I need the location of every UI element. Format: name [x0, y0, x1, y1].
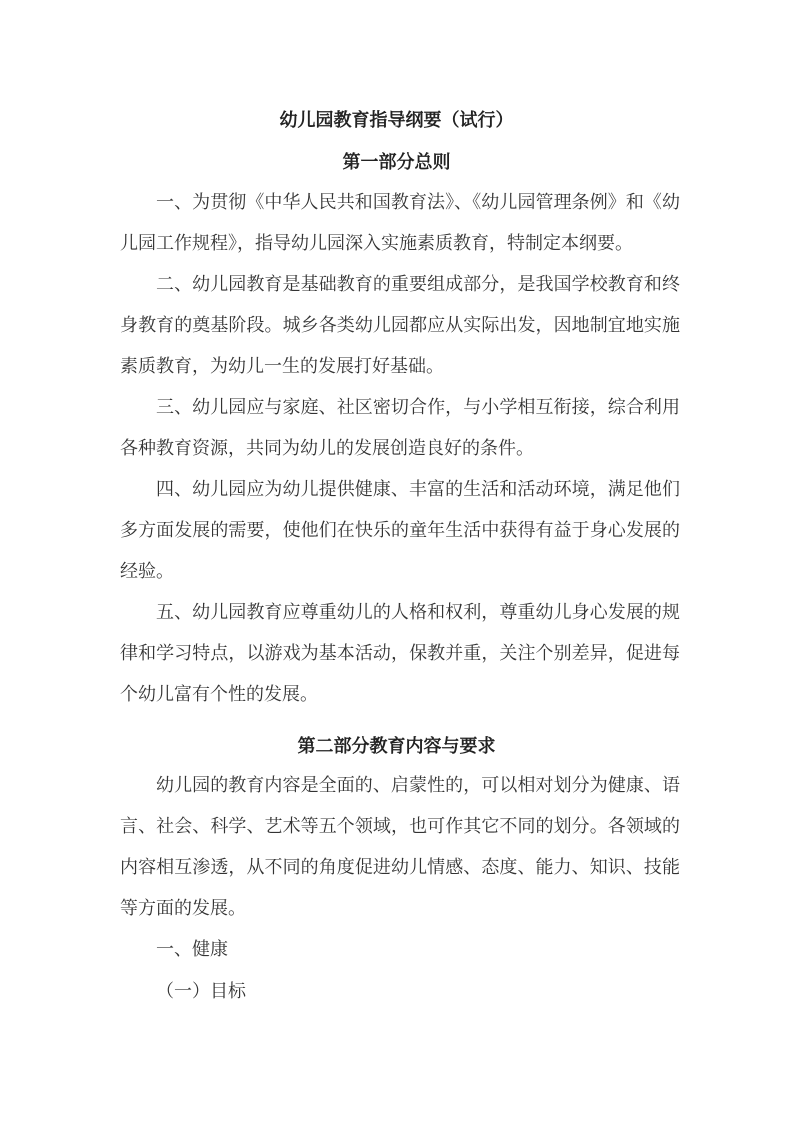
part-one-heading: 第一部分总则	[342, 152, 451, 173]
document-title: 幼儿园教育指导纲要（试行）	[279, 110, 514, 131]
paragraph-article-4: 四、幼儿园应为幼儿提供健康、丰富的生活和活动环境，满足他们多方面发展的需要，使他们在快乐的童年生活中获得有益于身心发展的经验。	[120, 479, 680, 582]
paragraph-article-2: 二、幼儿园教育是基础教育的重要组成部分，是我国学校教育和终身教育的奠基阶段。城乡各类幼儿园都应从实际出发，因地制宜地实施素质教育，为幼儿一生的发展打好基础。	[120, 274, 680, 377]
section-heading-health: 一、健康	[156, 939, 228, 960]
paragraph-content-intro: 幼儿园的教育内容是全面的、启蒙性的，可以相对划分为健康、语言、社会、科学、艺术等五个领域，也可作其它不同的划分。各领域的内容相互渗透，从不同的角度促进幼儿情感、态度、能力、知识、技能等方面的发展。	[120, 775, 680, 919]
paragraph-article-3: 三、幼儿园应与家庭、社区密切合作，与小学相互衔接，综合利用各种教育资源，共同为幼儿的发展创造良好的条件。	[120, 397, 680, 459]
paragraph-article-1: 一、为贯彻《中华人民共和国教育法》、《幼儿园管理条例》和《幼儿园工作规程》，指导幼儿园深入实施素质教育，特制定本纲要。	[120, 192, 680, 254]
subsection-heading-goals: （一）目标	[156, 981, 246, 1002]
part-two-heading: 第二部分教育内容与要求	[297, 736, 496, 757]
paragraph-article-5: 五、幼儿园教育应尊重幼儿的人格和权利，尊重幼儿身心发展的规律和学习特点，以游戏为基本活动，保教并重，关注个别差异，促进每个幼儿富有个性的发展。	[120, 602, 680, 705]
